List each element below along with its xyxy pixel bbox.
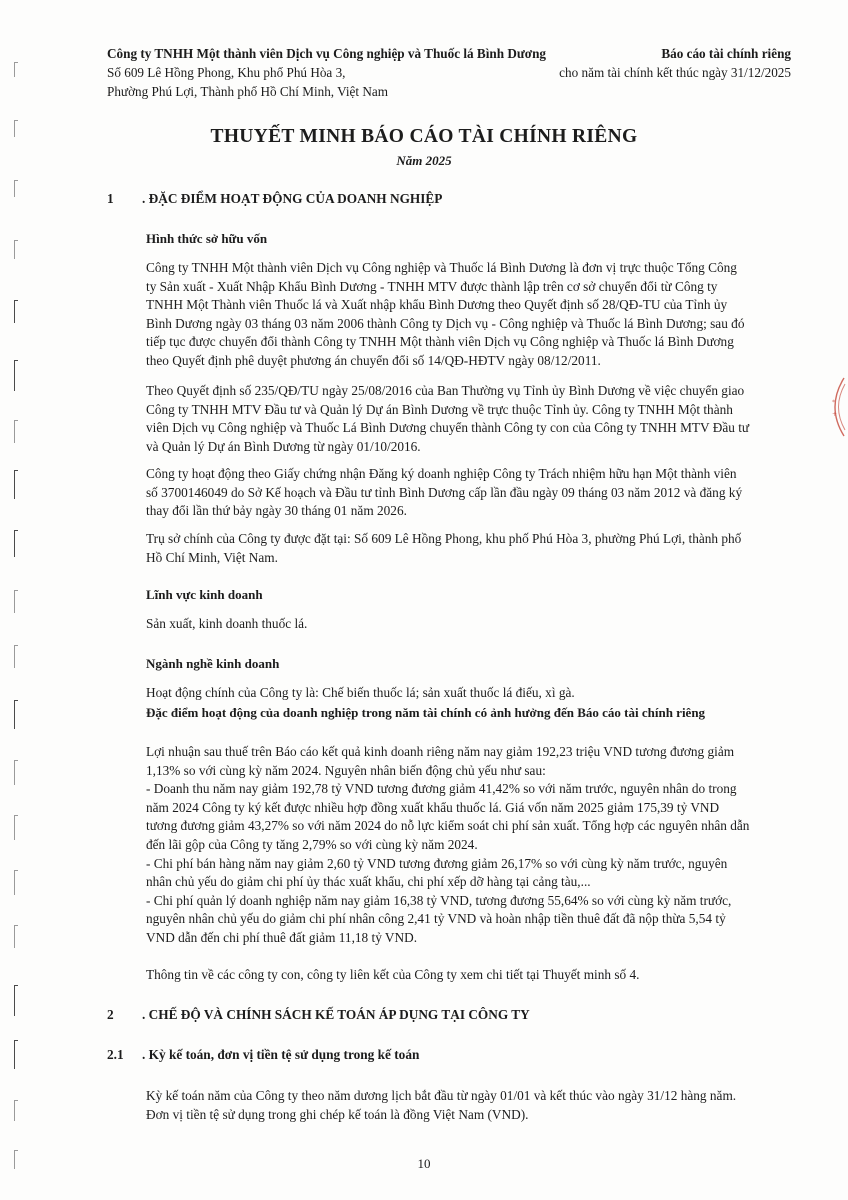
subsection-2-1-heading: [107, 1047, 419, 1063]
heading-ownership: Hình thức sở hữu vốn: [146, 231, 268, 246]
heading-business-industry: Ngành nghề kinh doanh: [146, 656, 280, 671]
section-number: 2: [107, 1007, 114, 1022]
text-line: 1,13% so với cùng kỳ năm 2024. Nguyên nhân biến động chủ yếu như sau:: [146, 762, 546, 778]
header-right: [559, 44, 791, 82]
heading-business-field: Lĩnh vực kinh doanh: [146, 587, 263, 602]
header-left: [107, 44, 546, 101]
text-line: Công ty hoạt động theo Giấy chứng nhận Đăng ký doanh nghiệp Công ty Trách nhiệm hữu hạn Một thành viên: [146, 466, 737, 481]
section-title: . CHẾ ĐỘ VÀ CHÍNH SÁCH KẾ TOÁN ÁP DỤNG TẠI CÔNG TY: [142, 1007, 530, 1022]
paragraph-subsidiaries: Thông tin về các công ty con, công ty liên kết của Công ty xem chi tiết tại Thuyết minh số 4.: [146, 967, 640, 982]
binding-mark: [14, 645, 18, 668]
paragraph-ownership-1: [146, 259, 789, 371]
heading-operating-features: Đặc điểm hoạt động của doanh nghiệp trong năm tài chính có ảnh hưởng đến Báo cáo tài chính riêng: [146, 705, 706, 720]
page-subtitle: Năm 2025: [396, 153, 452, 168]
text-line: đến lãi gộp của Công ty tăng 2,79% so với cùng kỳ năm 2024.: [146, 836, 478, 852]
company-address-line-1: Số 609 Lê Hồng Phong, Khu phố Phú Hòa 3,: [107, 65, 346, 80]
section-number: 1: [107, 191, 114, 206]
text-line: theo Quyết định phê duyệt phương án chuyển đổi số 14/QĐ-HĐTV ngày 08/12/2011.: [146, 352, 601, 368]
company-address-line-2: Phường Phú Lợi, Thành phố Hồ Chí Minh, Việt Nam: [107, 84, 389, 99]
text-line: VND dẫn đến chi phí thuê đất giảm 11,18 tỷ VND.: [146, 929, 418, 945]
seal-stamp-fragment: [818, 376, 846, 438]
text-line: Công ty TNHH Một thành viên Dịch vụ Công nghiệp và Thuốc lá Bình Dương là đơn vị trực thuộc Tổng Công: [146, 260, 737, 275]
company-name: Công ty TNHH Một thành viên Dịch vụ Công nghiệp và Thuốc lá Bình Dương: [107, 46, 547, 61]
binding-mark: [14, 530, 18, 557]
binding-mark: [14, 985, 18, 1016]
report-name: Báo cáo tài chính riêng: [661, 46, 791, 61]
text-line: ty Sản xuất - Xuất Nhập Khẩu Bình Dương - TNHH MTV được thành lập trên cơ sở chuyển đổi từ Công ty: [146, 278, 718, 294]
page-number: 10: [417, 1156, 431, 1171]
binding-mark: [14, 815, 18, 840]
binding-mark: [14, 925, 18, 948]
paragraph-ownership-2: [146, 382, 789, 456]
binding-mark: [14, 1100, 18, 1121]
section-title: . ĐẶC ĐIỂM HOẠT ĐỘNG CỦA DOANH NGHIỆP: [142, 191, 443, 206]
svg-text:+: +: [832, 411, 838, 418]
page-title: THUYẾT MINH BÁO CÁO TÀI CHÍNH RIÊNG: [210, 126, 638, 147]
binding-mark: [14, 420, 18, 443]
report-period: cho năm tài chính kết thúc ngày 31/12/2025: [559, 65, 791, 80]
binding-mark: [14, 1040, 18, 1069]
subsection-number: 2.1: [107, 1047, 124, 1062]
text-line: nguyên nhân chủ yếu do giảm chi phí nhân công 2,41 tỷ VND và hoàn nhập tiền thuê đất đã nộp thừa 5,54 tỷ: [146, 911, 726, 927]
binding-mark: [14, 470, 18, 499]
binding-mark: [14, 700, 18, 729]
svg-text:*: *: [832, 399, 835, 406]
text-line: thay đổi lần thứ bảy ngày 30 tháng 01 năm 2026.: [146, 503, 407, 519]
section-2-heading: [107, 1007, 530, 1023]
paragraph-business-industry: Hoạt động chính của Công ty là: Chế biến thuốc lá; sản xuất thuốc lá điếu, xì gà.: [146, 685, 575, 700]
paragraph-business-field: Sản xuất, kinh doanh thuốc lá.: [146, 616, 308, 631]
text-line: Kỳ kế toán năm của Công ty theo năm dương lịch bắt đầu từ ngày 01/01 và kết thúc vào ngày 31/12 hàng năm.: [146, 1088, 737, 1103]
text-line: TNHH Một Thành viên Thuốc lá và Xuất nhập khẩu Bình Dương theo Quyết định số 28/QĐ-TU của Tỉnh ủy: [146, 297, 728, 313]
text-line: Hồ Chí Minh, Việt Nam.: [146, 549, 278, 565]
paragraph-operating-features: [146, 743, 789, 948]
binding-mark: [14, 300, 18, 323]
text-line: năm 2024 Công ty ký kết được nhiều hợp đồng xuất khẩu thuốc lá. Giá vốn năm 2025 giảm 175,39 tỷ VND: [146, 799, 720, 815]
binding-mark: [14, 240, 18, 259]
paragraph-headquarters: [146, 530, 789, 567]
binding-mark: [14, 590, 18, 613]
text-line: số 3700146049 do Sở Kế hoạch và Đầu tư tỉnh Bình Dương cấp lần đầu ngày 09 tháng 03 năm 2012 và đăng ký: [146, 484, 743, 500]
binding-mark: [14, 62, 18, 77]
binding-mark: [14, 180, 18, 197]
text-line: Trụ sở chính của Công ty được đặt tại: Số 609 Lê Hồng Phong, khu phố Phú Hòa 3, phường Phú Lợi, thành phố: [146, 531, 742, 546]
paragraph-registration: [146, 465, 789, 521]
text-line: Lợi nhuận sau thuế trên Báo cáo kết quả kinh doanh riêng năm nay giảm 192,23 triệu VND tương đương giảm: [146, 744, 735, 759]
binding-mark: [14, 870, 18, 895]
text-line: viên Dịch vụ Công nghiệp và Thuốc Lá Bình Dương chuyển thành Công ty con của Công ty TNHH MTV Đầu tư: [146, 420, 750, 436]
text-line: tương đương giảm 43,27% so với năm 2024 do nỗ lực kiểm soát chi phí sản xuất. Tổng hợp các nguyên nhân dẫn: [146, 818, 750, 834]
text-line: - Doanh thu năm nay giảm 192,78 tỷ VND tương đương giảm 41,42% so với năm trước, nguyên nhân do trong: [146, 781, 737, 797]
text-line: và Quản lý Dự án Bình Dương từ ngày 01/10/2016.: [146, 438, 421, 454]
text-line: tiếp tục được chuyển đổi thành Công ty TNHH Một thành viên Dịch vụ Công nghiệp và Thuốc lá Bình Dương: [146, 334, 734, 350]
paragraph-accounting-period: [146, 1087, 789, 1124]
text-line: Đơn vị tiền tệ sử dụng trong ghi chép kế toán là đồng Việt Nam (VND).: [146, 1106, 529, 1122]
text-line: Công ty TNHH MTV Đầu tư và Quản lý Dự án Bình Dương về trực thuộc Tỉnh ủy. Công ty TNHH Một thành: [146, 401, 733, 417]
subsection-title: . Kỳ kế toán, đơn vị tiền tệ sử dụng trong kế toán: [142, 1047, 420, 1062]
text-line: - Chi phí quản lý doanh nghiệp năm nay giảm 16,38 tỷ VND, tương đương 55,64% so với cùng kỳ năm trước,: [146, 892, 732, 908]
section-1-heading: [107, 191, 442, 207]
text-line: - Chi phí bán hàng năm nay giảm 2,60 tỷ VND tương đương giảm 26,17% so với cùng kỳ năm trước, nguyên: [146, 855, 728, 871]
text-line: Theo Quyết định số 235/QĐ/TU ngày 25/08/2016 của Ban Thường vụ Tỉnh ủy Bình Dương về việc chuyển giao: [146, 383, 745, 398]
text-line: Bình Dương ngày 03 tháng 03 năm 2006 thành Công ty Dịch vụ - Công nghiệp và Thuốc lá Bình Dương; sau đó: [146, 315, 745, 331]
text-line: nhân chủ yếu do giảm chi phí ủy thác xuất khẩu, chi phí xếp dỡ hàng tại cảng tàu,...: [146, 874, 591, 890]
binding-mark: [14, 760, 18, 785]
binding-mark: [14, 360, 18, 391]
